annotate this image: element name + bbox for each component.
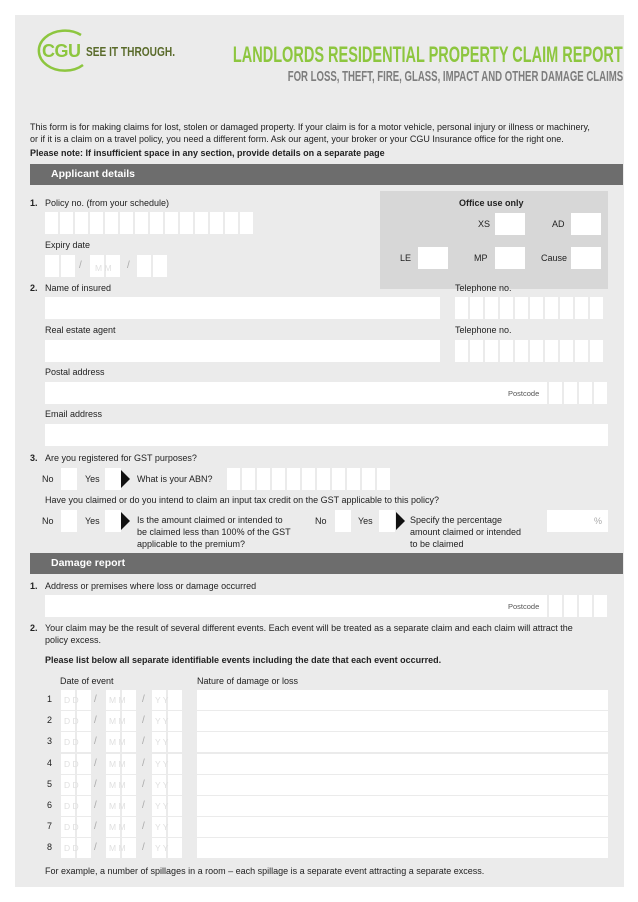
office-ad-field[interactable] (571, 213, 601, 235)
event-nature-field[interactable] (197, 732, 608, 752)
event-nature-field[interactable] (197, 754, 608, 774)
event-nature-field[interactable] (197, 775, 608, 795)
example-note: For example, a number of spillages in a room – each spillage is a separate event attracting a separate excess. (45, 866, 485, 876)
day-placeholder: D D (64, 716, 79, 727)
percentage-line-3: to be claimed (410, 539, 464, 549)
event-row (15, 796, 624, 816)
office-use-title: Office use only (459, 198, 524, 208)
itc-yes-checkbox[interactable] (105, 510, 121, 532)
event-nature-field[interactable] (197, 711, 608, 731)
year-placeholder: Y Y (155, 695, 169, 705)
office-cause-field[interactable] (571, 247, 601, 269)
event-row (15, 775, 624, 795)
percentage-line-2: amount claimed or intended (410, 527, 522, 537)
year-placeholder: Y Y (155, 801, 169, 811)
event-row-number: 3 (47, 736, 53, 747)
telephone-label: Telephone no. (455, 283, 512, 293)
insufficient-space-note: Please note: If insufficient space in any section, provide details on a separate page (30, 148, 385, 158)
date-separator: / (142, 842, 145, 854)
postcode-label: Postcode (508, 389, 540, 398)
date-separator: / (142, 736, 145, 748)
event-row-number: 1 (47, 694, 53, 704)
real-estate-agent-label: Real estate agent (45, 325, 116, 335)
question-number: 2. (30, 623, 38, 633)
percent-sign: % (594, 516, 603, 526)
abn-field[interactable] (227, 468, 392, 490)
applicant-details-header: Applicant details (30, 164, 623, 185)
event-row-number: 4 (47, 757, 53, 768)
year-placeholder: Y Y (155, 737, 169, 748)
office-le-field[interactable] (418, 247, 448, 269)
policy-number-label: Policy no. (from your schedule) (45, 198, 170, 208)
year-placeholder: Y Y (155, 716, 169, 727)
email-address-field[interactable] (45, 424, 608, 446)
form-subtitle: FOR LOSS, THEFT, FIRE, GLASS, IMPACT AND OTHER DAMAGE CLAIMS (287, 68, 623, 85)
date-separator: / (142, 800, 145, 811)
date-separator: / (127, 260, 130, 271)
telephone-label: Telephone no. (455, 325, 512, 335)
less-no-label: No (315, 516, 327, 526)
date-separator: / (94, 715, 97, 727)
postal-postcode-field[interactable] (549, 382, 609, 404)
month-placeholder: M M (109, 695, 126, 705)
event-nature-field[interactable] (197, 796, 608, 816)
day-placeholder: D D (64, 779, 79, 790)
event-nature-field[interactable] (197, 690, 608, 710)
real-estate-agent-field[interactable] (45, 340, 440, 362)
expiry-day-field[interactable] (45, 255, 77, 277)
percentage-line-1: Specify the percentage (410, 515, 503, 525)
event-row (15, 690, 624, 710)
itc-no-label: No (42, 516, 54, 526)
name-of-insured-label: Name of insured (45, 283, 112, 293)
event-row-number: 8 (47, 842, 53, 853)
month-placeholder: M M (109, 822, 126, 833)
date-separator: / (142, 694, 145, 705)
percentage-field[interactable] (547, 510, 608, 532)
arrow-icon (121, 470, 130, 488)
office-ad-label: AD (552, 219, 565, 229)
logo-text: CGU (42, 41, 81, 61)
month-placeholder: M M (109, 801, 126, 811)
office-mp-field[interactable] (495, 247, 525, 269)
event-row-number: 5 (47, 778, 53, 789)
less-than-100-line-3: applicable to the premium? (137, 539, 246, 549)
less-yes-checkbox[interactable] (379, 510, 395, 532)
month-placeholder: M M (109, 737, 126, 748)
date-separator: / (94, 736, 97, 748)
date-separator: / (94, 757, 97, 769)
gst-yes-label: Yes (85, 474, 100, 484)
year-placeholder: Y Y (155, 843, 169, 854)
office-xs-label: XS (478, 219, 491, 229)
gst-yes-checkbox[interactable] (105, 468, 121, 490)
event-row (15, 754, 624, 774)
gst-no-label: No (42, 474, 54, 484)
date-separator: / (142, 715, 145, 727)
event-row-number: 2 (47, 715, 53, 726)
claim-form-page (15, 15, 624, 887)
itc-question: Have you claimed or do you intend to claim an input tax credit on the GST applicable to this policy? (45, 495, 440, 505)
event-row-number: 6 (47, 800, 53, 810)
question-number: 1. (30, 581, 38, 591)
policy-number-field[interactable] (45, 212, 255, 234)
intro-line-1: This form is for making claims for lost, stolen or damaged property. If your claim is for a motor vehicle, personal injury or illness or machinery, (30, 122, 590, 132)
day-placeholder: D D (64, 695, 79, 705)
name-of-insured-field[interactable] (45, 297, 440, 319)
damage-report-header: Damage report (30, 553, 623, 574)
event-row-number: 7 (47, 821, 53, 832)
event-row (15, 838, 624, 858)
event-nature-field[interactable] (197, 817, 608, 837)
month-placeholder: M M (109, 758, 126, 769)
date-separator: / (142, 757, 145, 769)
date-of-event-header: Date of event (60, 676, 114, 686)
arrow-icon (121, 512, 130, 530)
question-number: 3. (30, 453, 38, 463)
day-placeholder: D D (64, 737, 79, 748)
itc-yes-label: Yes (85, 516, 100, 526)
less-no-checkbox[interactable] (335, 510, 351, 532)
year-placeholder: Y Y (155, 758, 169, 769)
date-separator: / (94, 842, 97, 854)
less-than-100-line-2: be claimed less than 100% of the GST (137, 527, 291, 537)
event-row (15, 711, 624, 731)
events-explanation-line-1: Your claim may be the result of several different events. Each event will be treated as a separate claim and each claim will attract the (45, 623, 573, 633)
office-mp-label: MP (474, 253, 488, 263)
office-le-label: LE (400, 253, 412, 263)
list-events-instruction: Please list below all separate identifiable events including the date that each event occurred. (45, 655, 442, 665)
date-separator: / (79, 260, 82, 271)
event-nature-field[interactable] (197, 838, 608, 858)
abn-label: What is your ABN? (137, 474, 213, 484)
less-yes-label: Yes (358, 516, 373, 526)
question-number: 1. (30, 198, 38, 208)
year-placeholder: Y Y (155, 779, 169, 790)
office-cause-label: Cause (541, 253, 568, 263)
office-use-panel (380, 191, 608, 289)
event-row (15, 732, 624, 752)
day-placeholder: D D (64, 758, 79, 769)
question-number: 2. (30, 283, 38, 293)
month-placeholder: M M (109, 843, 126, 854)
gst-no-checkbox[interactable] (61, 468, 77, 490)
premises-address-field[interactable] (45, 595, 547, 617)
day-placeholder: D D (64, 843, 79, 854)
postal-address-label: Postal address (45, 367, 105, 377)
itc-no-checkbox[interactable] (61, 510, 77, 532)
events-explanation-line-2: policy excess. (45, 635, 102, 645)
date-separator: / (94, 800, 97, 811)
form-title: LANDLORDS RESIDENTIAL PROPERTY CLAIM REPORT (233, 42, 623, 67)
month-placeholder: M M (109, 779, 126, 790)
expiry-month-placeholder: M M (95, 263, 112, 273)
date-separator: / (94, 821, 97, 833)
premises-address-label: Address or premises where loss or damage occurred (45, 581, 257, 591)
day-placeholder: D D (64, 822, 79, 833)
date-separator: / (94, 694, 97, 705)
insured-telephone-field[interactable] (455, 297, 605, 319)
date-separator: / (94, 778, 97, 790)
office-xs-field[interactable] (495, 213, 525, 235)
intro-line-2: or if it is a claim on a travel policy, you need a different form. Ask our agent, your broker or your CGU Insurance office for the right one. (30, 134, 564, 144)
brand-tagline: SEE IT THROUGH. (86, 44, 176, 59)
postcode-label: Postcode (508, 602, 540, 611)
date-separator: / (142, 778, 145, 790)
date-separator: / (142, 821, 145, 833)
gst-question: Are you registered for GST purposes? (45, 453, 197, 463)
month-placeholder: M M (109, 716, 126, 727)
agent-telephone-field[interactable] (455, 340, 605, 362)
day-placeholder: D D (64, 801, 79, 811)
event-row (15, 817, 624, 837)
year-placeholder: Y Y (155, 822, 169, 833)
expiry-year-field[interactable] (137, 255, 169, 277)
arrow-icon (396, 512, 405, 530)
premises-postcode-field[interactable] (549, 595, 609, 617)
expiry-date-label: Expiry date (45, 240, 91, 250)
postal-address-field[interactable] (45, 382, 547, 404)
nature-of-damage-header: Nature of damage or loss (197, 676, 299, 686)
email-address-label: Email address (45, 409, 103, 419)
less-than-100-line-1: Is the amount claimed or intended to (137, 515, 283, 525)
